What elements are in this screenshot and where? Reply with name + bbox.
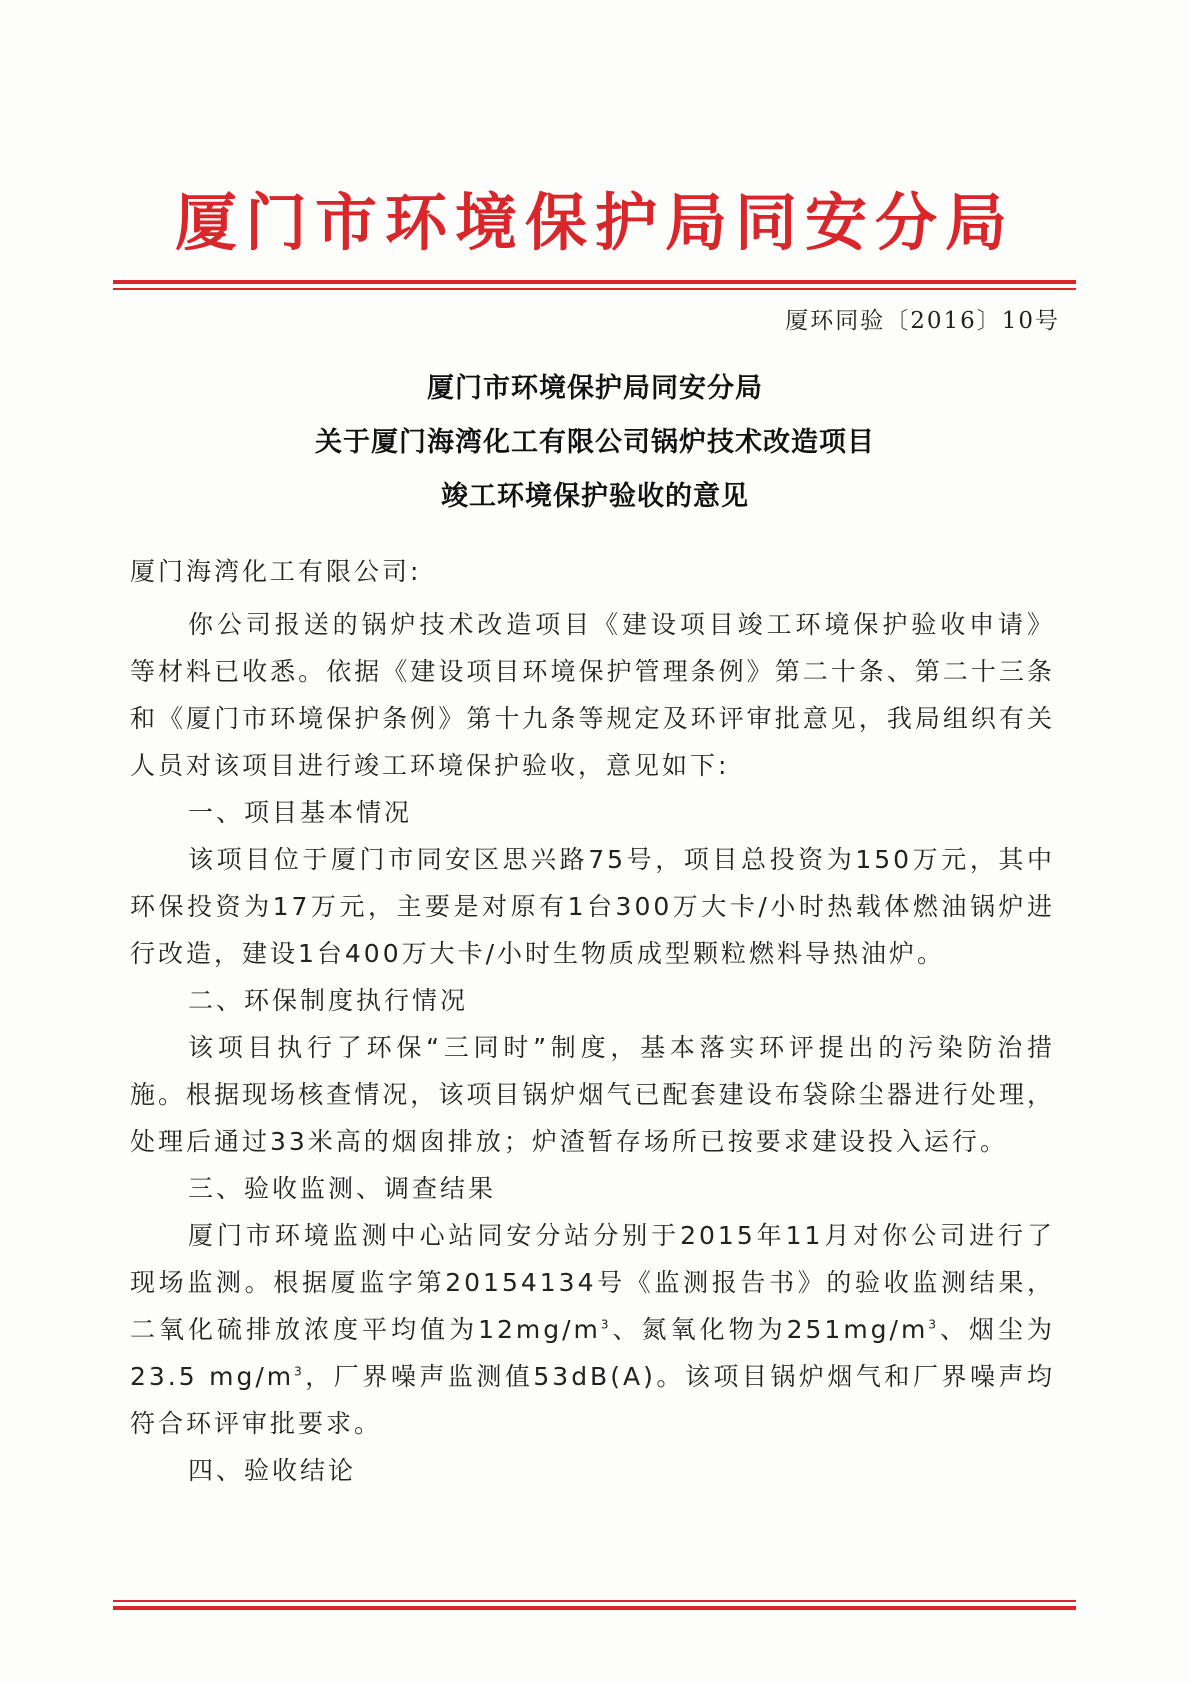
document-number: 厦环同验〔2016〕10号 bbox=[785, 308, 1060, 334]
section-3-text-c: 、烟尘为23.5 mg/m bbox=[130, 1315, 1055, 1391]
section-4-heading: 四、验收结论 bbox=[188, 1456, 357, 1485]
document-body bbox=[130, 548, 1055, 1494]
section-2-paragraph: 该项目执行了环保“三同时”制度，基本落实环评提出的污染防治措施。根据现场核查情况，该项目锅炉烟气已配套建设布袋除尘器进行处理，处理后通过33米高的烟囱排放；炉渣暂存场所已按要求建设投入运行。 bbox=[130, 1033, 1055, 1156]
section-2-heading: 二、环保制度执行情况 bbox=[188, 986, 469, 1015]
letterhead-rule-thick bbox=[113, 280, 1076, 284]
unit-superscript: 3 bbox=[928, 1317, 939, 1332]
document-title-line-2: 关于厦门海湾化工有限公司锅炉技术改造项目 bbox=[315, 427, 875, 458]
section-3-text-d: ，厂界噪声监测值53dB(A)。该项目锅炉烟气和厂界噪声均符合环评审批要求。 bbox=[130, 1362, 1055, 1438]
intro-paragraph: 你公司报送的锅炉技术改造项目《建设项目竣工环境保护验收申请》等材料已收悉。依据《建设项目环境保护管理条例》第二十条、第二十三条和《厦门市环境保护条例》第十九条等规定及环评审批意见，我局组织有关人员对该项目进行竣工环境保护验收，意见如下: bbox=[130, 610, 1055, 780]
unit-superscript: 3 bbox=[600, 1317, 612, 1332]
section-1-paragraph: 该项目位于厦门市同安区思兴路75号，项目总投资为150万元，其中环保投资为17万元，主要是对原有1台300万大卡/小时热载体燃油锅炉进行改造，建设1台400万大卡/小时生物质成型颗粒燃料导热油炉。 bbox=[130, 845, 1055, 968]
salutation: 厦门海湾化工有限公司: bbox=[130, 557, 422, 586]
section-3-text-b: 、氮氧化物为251mg/m bbox=[611, 1315, 929, 1344]
letterhead-title: 厦门市环境保护局同安分局 bbox=[174, 186, 1015, 259]
document-title-line-1: 厦门市环境保护局同安分局 bbox=[427, 373, 763, 404]
footer-rule-thin bbox=[113, 1600, 1076, 1602]
section-3-paragraph bbox=[130, 1212, 1055, 1447]
document-title-line-3: 竣工环境保护验收的意见 bbox=[441, 481, 749, 512]
section-3-heading: 三、验收监测、调查结果 bbox=[188, 1174, 497, 1203]
letterhead-rule-thin bbox=[113, 288, 1076, 290]
section-1-heading: 一、项目基本情况 bbox=[188, 798, 413, 827]
footer-rule-thick bbox=[113, 1606, 1076, 1610]
unit-superscript: 3 bbox=[294, 1364, 305, 1379]
section-3-text-a: 厦门市环境监测中心站同安分站分别于2015年11月对你公司进行了现场监测。根据厦监字第20154134号《监测报告书》的验收监测结果，二氧化硫排放浓度平均值为12mg/m bbox=[130, 1221, 1055, 1344]
